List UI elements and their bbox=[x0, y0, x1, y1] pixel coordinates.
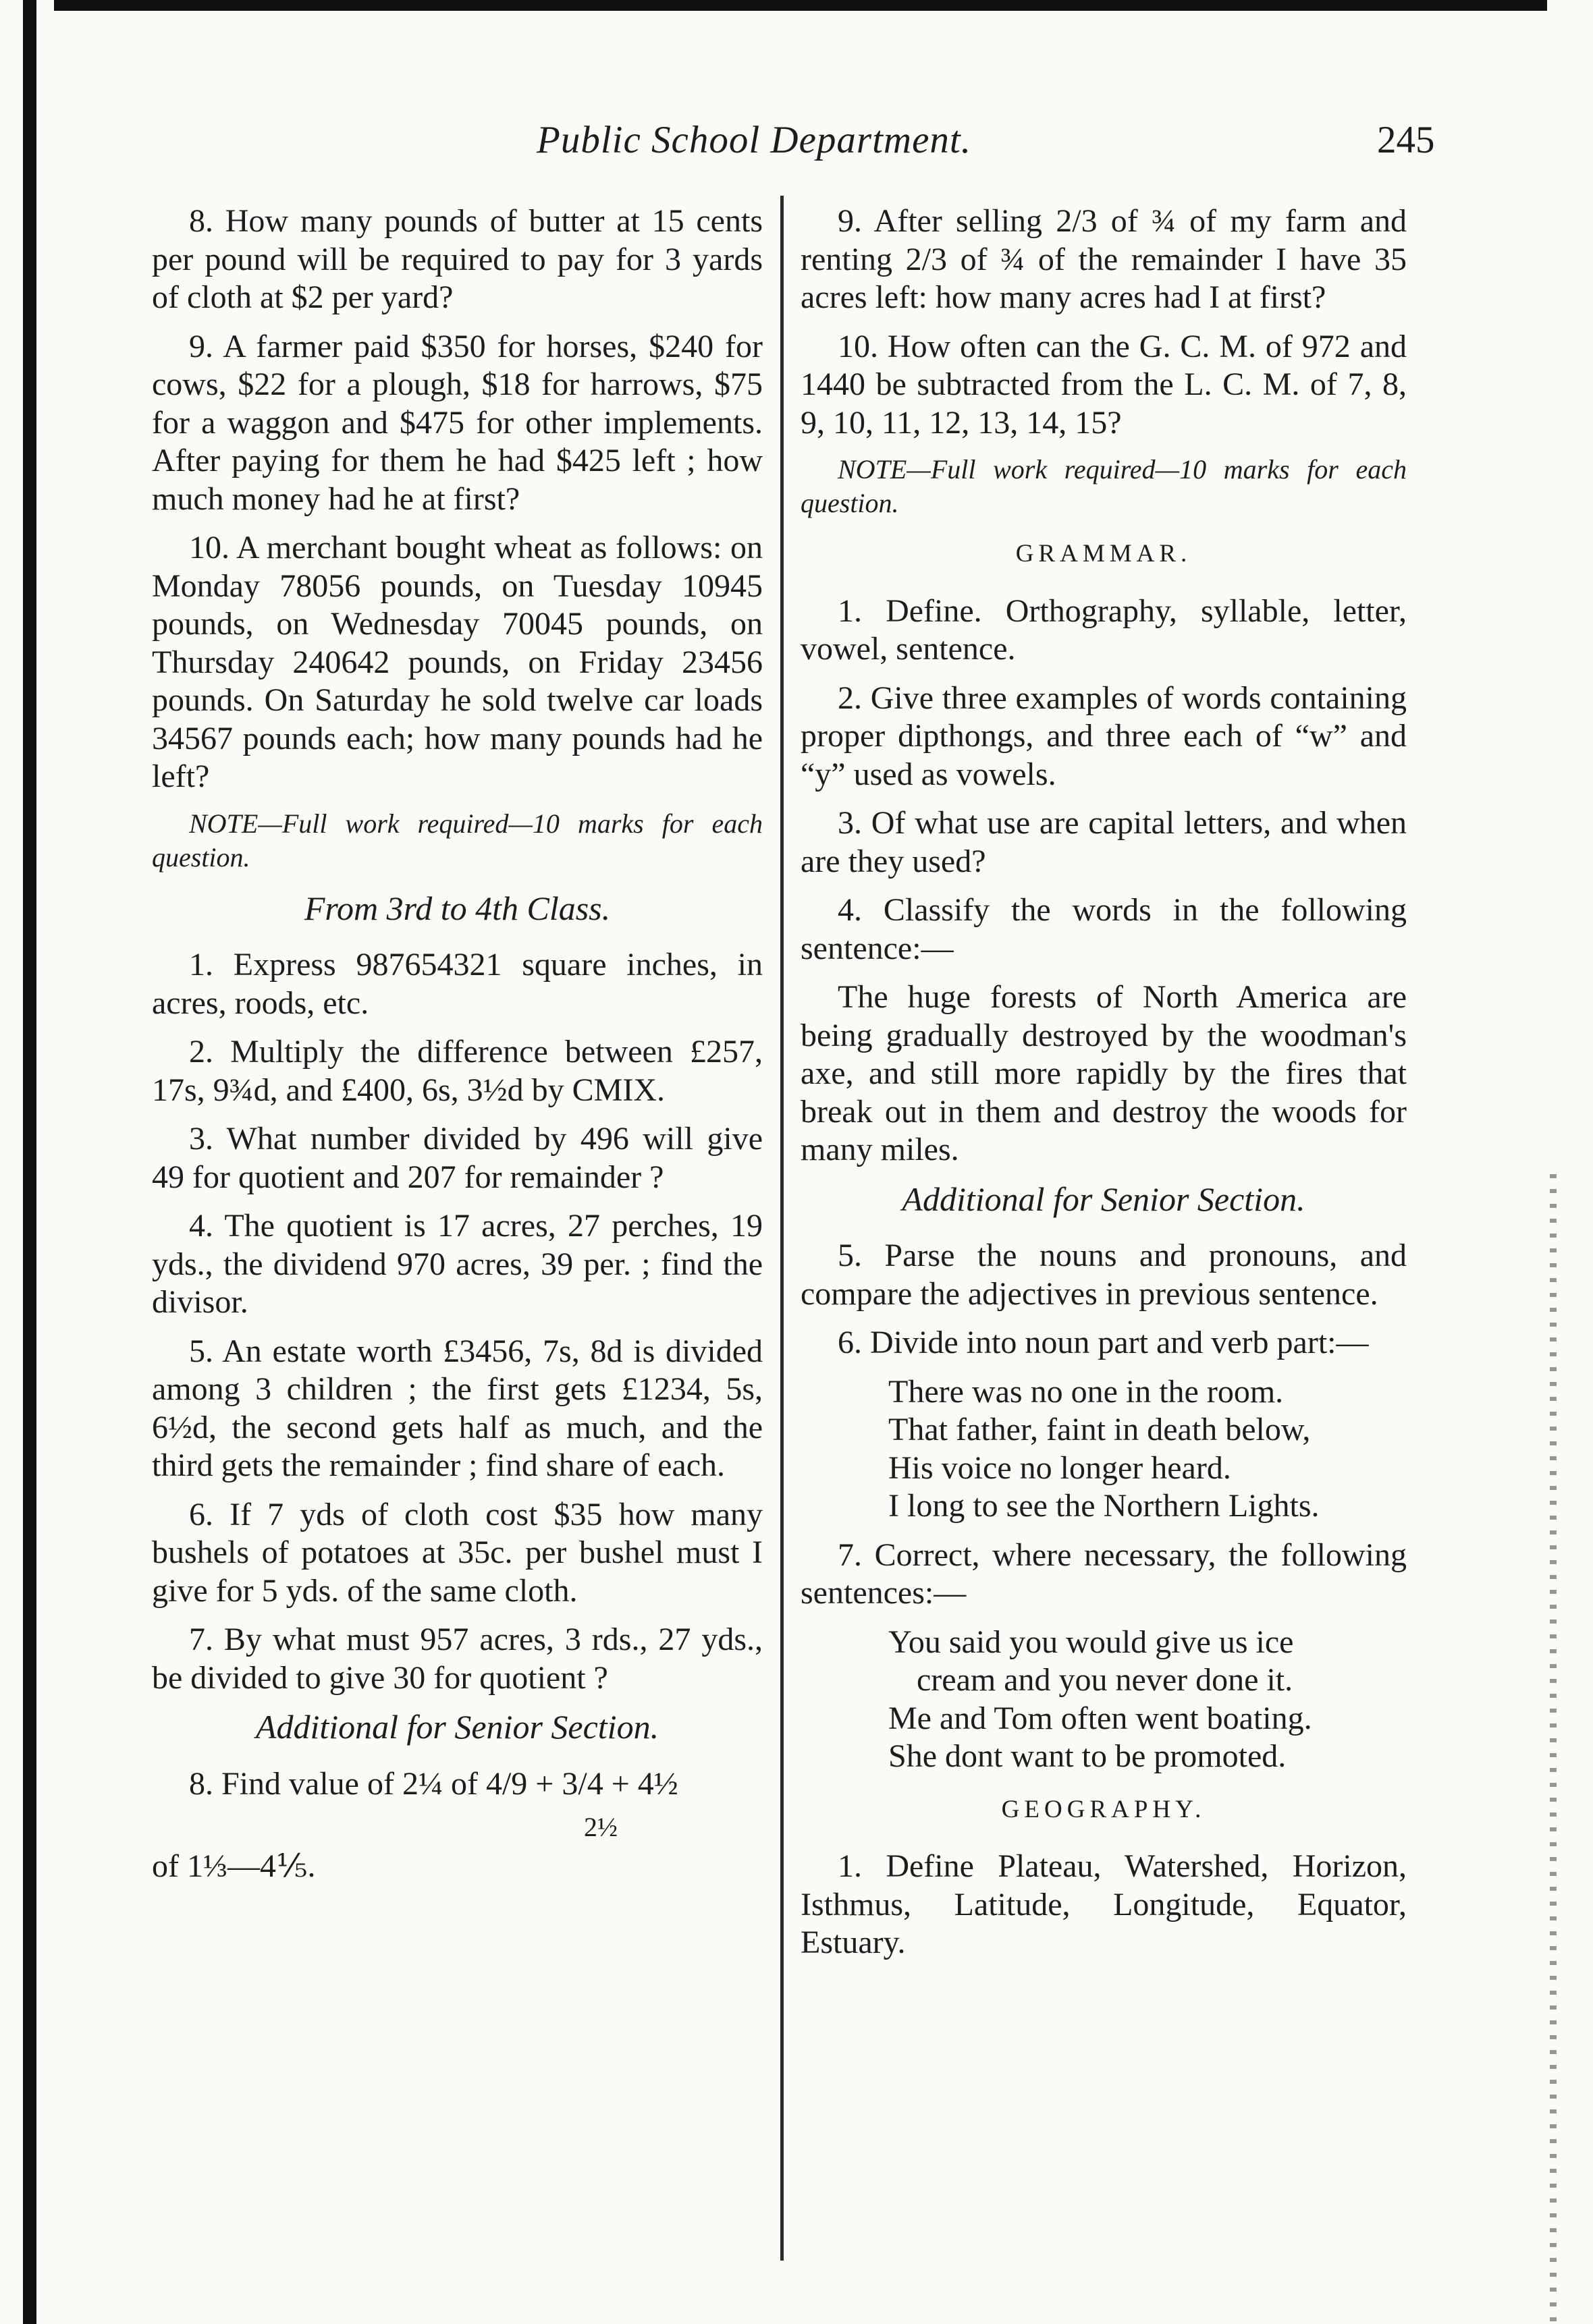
question: 9. After selling 2/3 of ¾ of my farm and renting 2/3 of ¾ of the remainder I have 35 acres left: how many acres had I at first? bbox=[801, 203, 1407, 315]
question: 8. How many pounds of butter at 15 cents per pound will be required to pay for 3 yards of cloth at $2 per yard? bbox=[152, 203, 763, 315]
question: 2. Give three examples of words containing proper dipthongs, and three each of “w” and “y” used as vowels. bbox=[801, 680, 1407, 792]
question: 4. Classify the words in the following sentence:— bbox=[801, 892, 1407, 966]
senior-section-subheading: Additional for Senior Section. bbox=[902, 1180, 1305, 1218]
left-binding-rule bbox=[23, 0, 36, 2324]
question: 9. A farmer paid $350 for horses, $240 for cows, $22 for a plough, $18 for harrows, $75 for a waggon and $475 for other implements. After paying for them he had $425 left ; how much money had he at first? bbox=[152, 328, 763, 517]
marks-note: NOTE—Full work required—10 marks for each question. bbox=[801, 454, 1407, 518]
question: 7. Correct, where necessary, the following sentences:— bbox=[801, 1537, 1407, 1611]
question: 1. Define. Orthography, syllable, letter, vowel, sentence. bbox=[801, 592, 1407, 667]
question: 1. Express 987654321 square inches, in acres, roods, etc. bbox=[152, 947, 763, 1021]
verse-line: I long to see the Northern Lights. bbox=[888, 1488, 1320, 1524]
question: 3. Of what use are capital letters, and when are they used? bbox=[801, 805, 1407, 879]
question: 1. Define Plateau, Watershed, Horizon, Isthmus, Latitude, Longitude, Equator, Estuary. bbox=[801, 1848, 1407, 1960]
verse-line: Me and Tom often went boating. bbox=[888, 1700, 1312, 1736]
verse-line: You said you would give us ice bbox=[888, 1624, 1294, 1660]
verse-line: His voice no longer heard. bbox=[888, 1449, 1231, 1486]
page-number: 245 bbox=[1377, 119, 1435, 161]
question: 7. By what must 957 acres, 3 rds., 27 yds., be divided to give 30 for quotient ? bbox=[152, 1622, 763, 1696]
verse-line: That father, faint in death below, bbox=[888, 1412, 1311, 1447]
question: 6. If 7 yds of cloth cost $35 how many bushels of potatoes at 35c. per bushel must I give for 5 yds. of the same cloth. bbox=[152, 1496, 763, 1609]
top-border-rule bbox=[54, 0, 1547, 11]
geography-heading: GEOGRAPHY. bbox=[1001, 1795, 1206, 1823]
question: 4. The quotient is 17 acres, 27 perches, 19 yds., the dividend 970 acres, 39 per. ; find the divisor. bbox=[152, 1208, 763, 1320]
senior-section-subheading: Additional for Senior Section. bbox=[255, 1708, 659, 1746]
equation-denominator: 2½ bbox=[584, 1812, 618, 1842]
scan-edge-specks bbox=[1550, 1174, 1557, 2321]
question: 6. Divide into noun part and verb part:— bbox=[838, 1325, 1369, 1360]
column-divider bbox=[780, 196, 784, 2261]
right-column bbox=[801, 202, 1407, 1973]
marks-note: NOTE—Full work required—10 marks for each question. bbox=[152, 808, 763, 873]
class-subheading: From 3rd to 4th Class. bbox=[304, 889, 611, 927]
example-sentences-2 bbox=[888, 1624, 1407, 1776]
equation-question: 8. Find value of 2¼ of 4/9 + 3/4 + 4½ bbox=[189, 1765, 678, 1802]
running-header-title: Public School Department. bbox=[537, 119, 971, 161]
question: 5. Parse the nouns and pronouns, and compare the adjectives in previous sentence. bbox=[801, 1238, 1407, 1312]
grammar-heading: GRAMMAR. bbox=[1015, 540, 1192, 568]
question: 3. What number divided by 496 will give 49 for quotient and 207 for remainder ? bbox=[152, 1121, 763, 1195]
equation-tail: of 1⅓—4⅕. bbox=[152, 1848, 316, 1884]
question: 10. How often can the G. C. M. of 972 and 1440 be subtracted from the L. C. M. of 7, 8, 9, 10, 11, 12, 13, 14, 15? bbox=[801, 328, 1407, 441]
verse-line: She dont want to be promoted. bbox=[888, 1738, 1287, 1774]
verse-line: There was no one in the room. bbox=[888, 1373, 1284, 1410]
example-sentences-1 bbox=[888, 1373, 1407, 1526]
question: 5. An estate worth £3456, 7s, 8d is divided among 3 children ; the first gets £1234, 5s, 6½d, the second gets half as much, and the third gets the remainder ; find share of each. bbox=[152, 1333, 763, 1483]
question: 2. Multiply the difference between £257, 17s, 9¾d, and £400, 6s, 3½d by CMIX. bbox=[152, 1034, 763, 1108]
left-column bbox=[152, 202, 763, 1886]
example-sentence: The huge forests of North America are being gradually destroyed by the woodman's axe, and still more rapidly by the fires that break out in them and destroy the woods for many miles. bbox=[801, 979, 1407, 1167]
question: 10. A merchant bought wheat as follows: on Monday 78056 pounds, on Tuesday 10945 pounds, on Wednesday 70045 pounds, on Thursday 240642 pounds, on Friday 23456 pounds. On Saturday he sold twelve car loads 34567 pounds each; how many pounds had he left? bbox=[152, 530, 763, 794]
verse-line: cream and you never done it. bbox=[917, 1662, 1293, 1698]
